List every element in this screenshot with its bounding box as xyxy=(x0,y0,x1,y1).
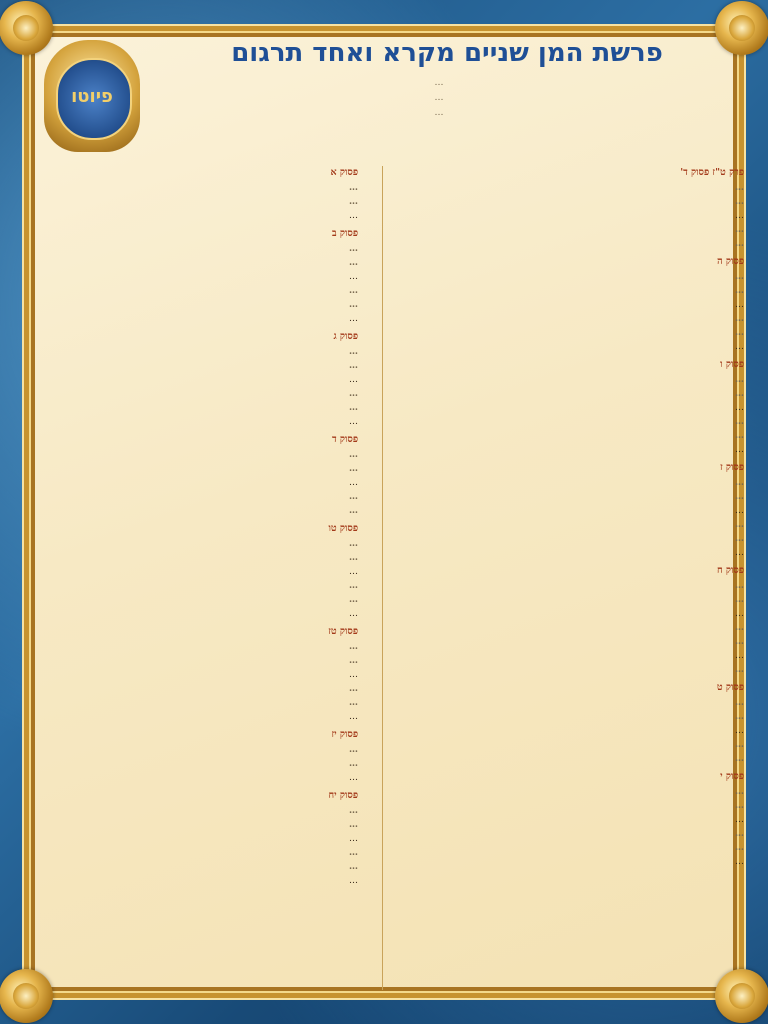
verse-line: … xyxy=(735,843,744,853)
verse-line: … xyxy=(349,389,358,399)
verse-line: … xyxy=(349,642,358,652)
verse-line: … xyxy=(349,773,358,783)
intro-line: … xyxy=(434,108,444,118)
verse-heading: פסוק ח xyxy=(716,565,744,576)
verse-line: … xyxy=(349,258,358,268)
verse-heading: פסוק יז xyxy=(331,729,358,740)
verse-line: … xyxy=(735,726,744,736)
verse-line: … xyxy=(349,820,358,830)
intro-prayer xyxy=(130,76,748,121)
verse-line: … xyxy=(735,328,744,338)
verse-line: … xyxy=(349,862,358,872)
verse-line: … xyxy=(735,595,744,605)
verse-line: … xyxy=(735,403,744,413)
verse-line: … xyxy=(349,506,358,516)
verse-line: … xyxy=(735,637,744,647)
verse-line: … xyxy=(735,801,744,811)
verse-line: … xyxy=(735,815,744,825)
verse-line: … xyxy=(349,553,358,563)
verse-line: … xyxy=(349,403,358,413)
verse-line: … xyxy=(349,745,358,755)
verse-line: … xyxy=(349,876,358,886)
verse-line: … xyxy=(735,520,744,530)
intro-line: … xyxy=(434,78,444,88)
verse-line: … xyxy=(735,478,744,488)
verse-line: … xyxy=(735,665,744,675)
verse-line: … xyxy=(735,211,744,221)
verse-heading: פסוק ב xyxy=(332,228,358,239)
verse-line: … xyxy=(349,478,358,488)
verse-heading: פסוק יח xyxy=(328,790,358,801)
verse-line: … xyxy=(349,806,358,816)
verse-line: … xyxy=(735,829,744,839)
intro-line: … xyxy=(434,93,444,103)
verse-line: … xyxy=(735,197,744,207)
verse-line: … xyxy=(349,417,358,427)
verse-line: … xyxy=(349,300,358,310)
verse-line: … xyxy=(735,754,744,764)
verse-line: … xyxy=(735,651,744,661)
verse-line: … xyxy=(349,834,358,844)
verse-line: … xyxy=(349,314,358,324)
verse-line: … xyxy=(735,272,744,282)
verse-line: … xyxy=(349,286,358,296)
verse-line: … xyxy=(735,431,744,441)
verse-heading: פסוק ה xyxy=(717,256,744,267)
logo-name: פיוטו xyxy=(71,86,113,107)
verse-line: … xyxy=(349,211,358,221)
verse-line: … xyxy=(349,183,358,193)
logo-badge xyxy=(44,40,140,152)
verse-line: … xyxy=(735,389,744,399)
verse-heading: פרק ט"ז פסוק ד' xyxy=(680,167,744,178)
verse-heading: פסוק טז xyxy=(328,626,358,637)
verse-heading: פסוק ט xyxy=(716,682,744,693)
verse-line: … xyxy=(735,712,744,722)
verse-line: … xyxy=(349,759,358,769)
verse-heading: פסוק א xyxy=(330,167,358,178)
verse-line: … xyxy=(349,848,358,858)
verse-line: … xyxy=(735,342,744,352)
left-column xyxy=(22,162,358,994)
verse-line: … xyxy=(349,539,358,549)
verse-line: … xyxy=(735,581,744,591)
verse-line: … xyxy=(349,450,358,460)
verse-line: … xyxy=(735,698,744,708)
verse-line: … xyxy=(735,183,744,193)
verse-line: … xyxy=(349,595,358,605)
page-title: פרשת המן שניים מקרא ואחד תרגום xyxy=(231,38,663,68)
verse-line: … xyxy=(349,712,358,722)
verse-line: … xyxy=(735,787,744,797)
verse-line: … xyxy=(349,670,358,680)
verse-line: … xyxy=(735,225,744,235)
verse-line: … xyxy=(349,361,358,371)
verse-line: … xyxy=(349,492,358,502)
verse-line: … xyxy=(735,417,744,427)
verse-line: … xyxy=(349,375,358,385)
verse-line: … xyxy=(735,300,744,310)
verse-line: … xyxy=(735,375,744,385)
verse-line: … xyxy=(349,656,358,666)
verse-line: … xyxy=(735,314,744,324)
verse-line: … xyxy=(349,567,358,577)
right-column xyxy=(408,162,744,994)
verse-line: … xyxy=(735,857,744,867)
verse-line: … xyxy=(349,197,358,207)
verse-line: … xyxy=(735,492,744,502)
verse-line: … xyxy=(735,506,744,516)
verse-line: … xyxy=(349,272,358,282)
verse-line: … xyxy=(735,239,744,249)
verse-line: … xyxy=(735,286,744,296)
verse-line: … xyxy=(735,534,744,544)
verse-line: … xyxy=(349,684,358,694)
verse-heading: פסוק ד xyxy=(332,434,358,445)
verse-heading: פסוק י xyxy=(720,771,744,782)
verse-heading: פסוק ז xyxy=(719,462,744,473)
verse-heading: פסוק ו xyxy=(720,359,744,370)
verse-line: … xyxy=(349,464,358,474)
verse-line: … xyxy=(349,609,358,619)
verse-line: … xyxy=(735,445,744,455)
verse-line: … xyxy=(349,347,358,357)
verse-line: … xyxy=(349,698,358,708)
verse-heading: פסוק טו xyxy=(328,523,358,534)
column-divider xyxy=(382,166,383,990)
verse-line: … xyxy=(735,609,744,619)
verse-line: … xyxy=(349,244,358,254)
verse-line: … xyxy=(735,623,744,633)
verse-line: … xyxy=(349,581,358,591)
verse-heading: פסוק ג xyxy=(333,331,358,342)
verse-line: … xyxy=(735,740,744,750)
verse-line: … xyxy=(735,548,744,558)
